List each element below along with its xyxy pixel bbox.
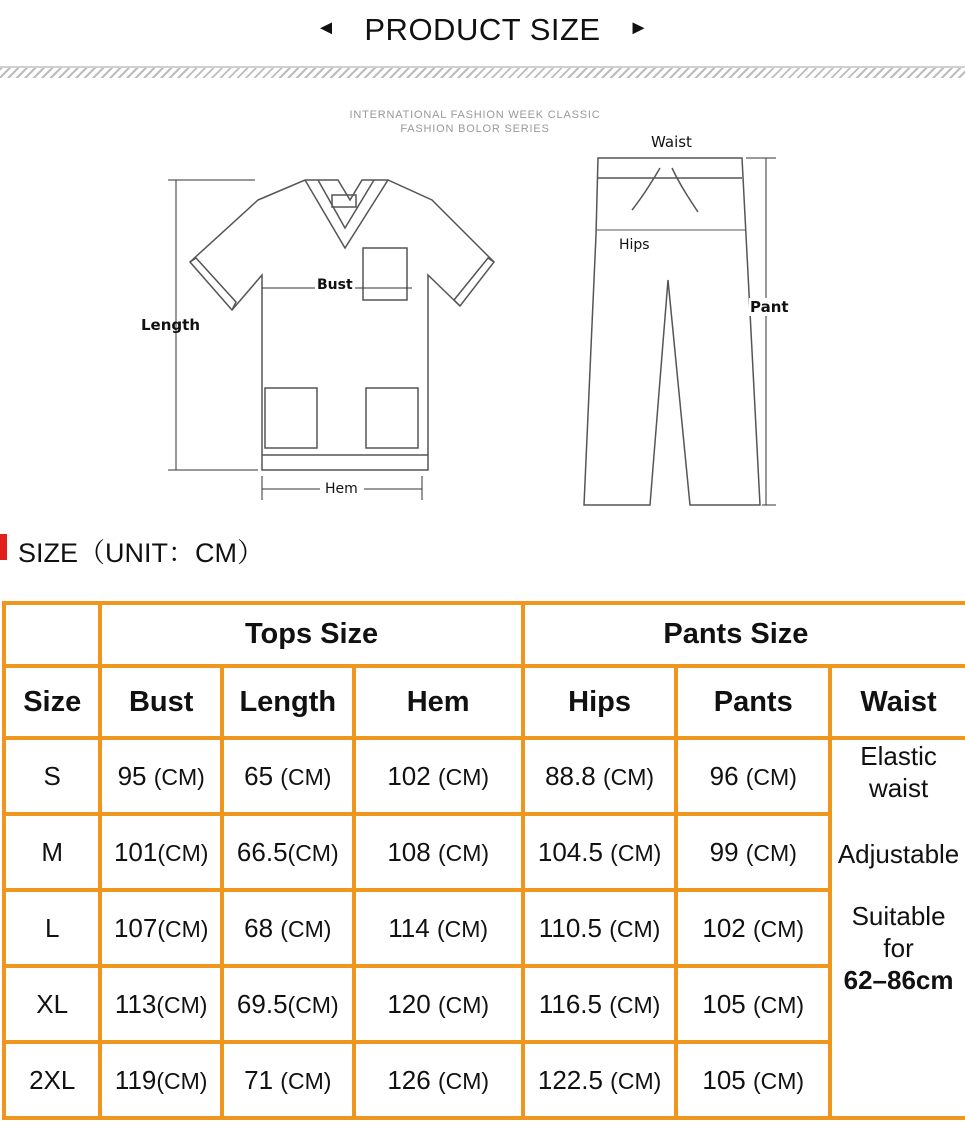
size-cell: S <box>4 738 100 814</box>
table-row <box>4 1042 965 1118</box>
label-pant: Pant <box>750 298 789 316</box>
pants-cell: 102 (CM) <box>676 890 830 966</box>
bust-cell: 119(CM) <box>100 1042 222 1118</box>
hips-cell: 116.5 (CM) <box>523 966 677 1042</box>
bust-cell: 95 (CM) <box>100 738 222 814</box>
col-header-length: Length <box>222 666 354 738</box>
brand-line-2: FASHION BOLOR SERIES <box>400 123 550 135</box>
table-row <box>4 966 965 1042</box>
hips-cell: 122.5 (CM) <box>523 1042 677 1118</box>
waist-note-line: waist <box>868 773 929 803</box>
size-table <box>2 601 965 1120</box>
length-cell: 68 (CM) <box>222 890 354 966</box>
waist-note-line: 62–86cm <box>843 965 954 995</box>
scrub-pants-illustration <box>584 158 760 505</box>
label-length: Length <box>141 316 200 334</box>
bust-cell: 107(CM) <box>100 890 222 966</box>
label-hips: Hips <box>619 237 650 253</box>
hem-cell: 120 (CM) <box>354 966 523 1042</box>
hips-cell: 88.8 (CM) <box>523 738 677 814</box>
table-corner-cell <box>4 603 100 666</box>
bust-cell: 101(CM) <box>100 814 222 890</box>
size-cell: XL <box>4 966 100 1042</box>
col-header-hips: Hips <box>523 666 677 738</box>
right-arrow-icon: ► <box>628 17 649 40</box>
label-bust: Bust <box>317 277 353 293</box>
table-row <box>4 738 965 814</box>
hem-cell: 102 (CM) <box>354 738 523 814</box>
waist-note-line: for <box>883 933 914 963</box>
pants-cell: 105 (CM) <box>676 1042 830 1118</box>
size-cell: L <box>4 890 100 966</box>
size-cell: 2XL <box>4 1042 100 1118</box>
tops-size-header: Tops Size <box>100 603 522 666</box>
length-cell: 69.5(CM) <box>222 966 354 1042</box>
page-header <box>0 0 965 66</box>
bust-cell: 113(CM) <box>100 966 222 1042</box>
waist-note-line: Suitable <box>851 901 946 931</box>
product-size-title <box>0 12 965 48</box>
left-arrow-icon: ◄ <box>316 17 337 40</box>
size-cell: M <box>4 814 100 890</box>
col-header-waist: Waist <box>830 666 965 738</box>
hem-cell: 126 (CM) <box>354 1042 523 1118</box>
table-row <box>4 814 965 890</box>
waist-note-line: Elastic <box>860 741 937 771</box>
hips-cell: 104.5 (CM) <box>523 814 677 890</box>
measurement-diagram <box>0 90 965 520</box>
table-row <box>4 890 965 966</box>
col-header-size: Size <box>4 666 100 738</box>
length-cell: 66.5(CM) <box>222 814 354 890</box>
col-header-pants: Pants <box>676 666 830 738</box>
pants-cell: 99 (CM) <box>676 814 830 890</box>
title-text: PRODUCT SIZE <box>364 12 601 47</box>
waist-note-line: Adjustable <box>837 839 960 869</box>
waist-note-cell <box>830 738 965 1118</box>
scrub-top-illustration <box>190 180 494 470</box>
pants-size-header: Pants Size <box>523 603 965 666</box>
col-header-hem: Hem <box>354 666 523 738</box>
pants-cell: 96 (CM) <box>676 738 830 814</box>
pants-cell: 105 (CM) <box>676 966 830 1042</box>
length-cell: 71 (CM) <box>222 1042 354 1118</box>
hatched-divider <box>0 66 965 78</box>
accent-bar <box>0 534 7 560</box>
size-unit-text: SIZE（UNIT：CM） <box>18 538 264 568</box>
col-header-bust: Bust <box>100 666 222 738</box>
hem-cell: 114 (CM) <box>354 890 523 966</box>
label-hem: Hem <box>325 481 358 497</box>
label-waist: Waist <box>651 133 692 151</box>
hips-cell: 110.5 (CM) <box>523 890 677 966</box>
brand-line-1: INTERNATIONAL FASHION WEEK CLASSIC <box>349 109 601 121</box>
hem-cell: 108 (CM) <box>354 814 523 890</box>
length-cell: 65 (CM) <box>222 738 354 814</box>
